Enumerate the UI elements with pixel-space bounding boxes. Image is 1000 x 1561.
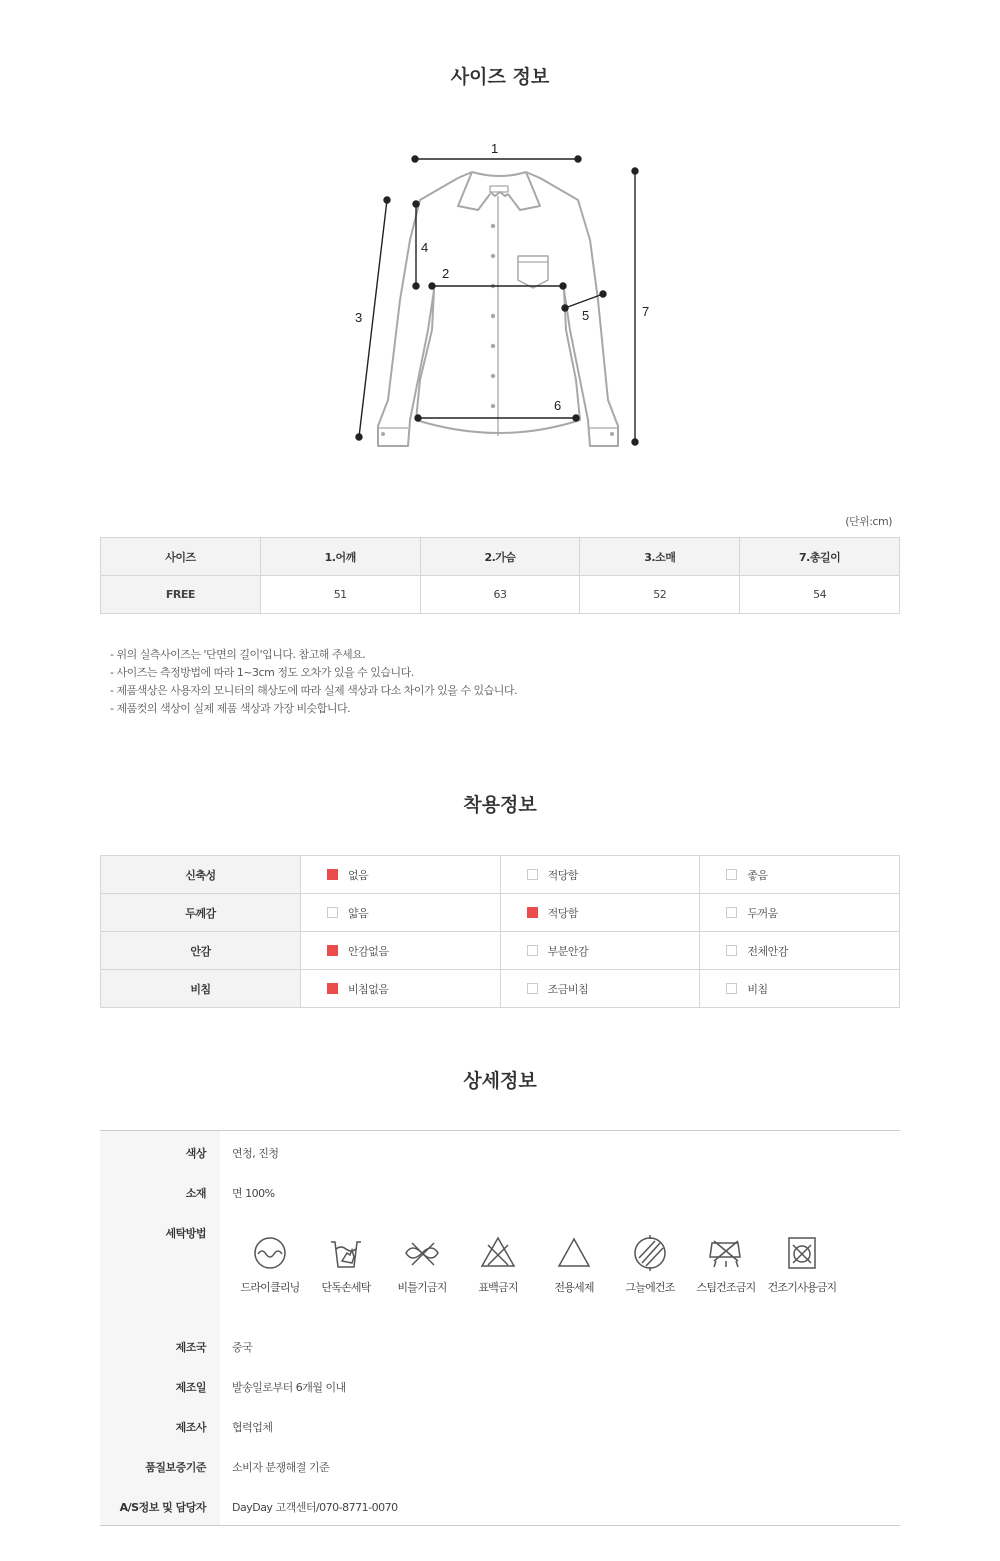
measure-label-6: 6: [554, 398, 562, 413]
detail-label: 색상: [100, 1131, 220, 1171]
washing-item: [688, 1233, 764, 1295]
header-cell: 3.소매: [580, 538, 740, 576]
size-notes: [110, 646, 517, 718]
detail-value: 소비자 분쟁해결 기준: [232, 1461, 330, 1474]
fit-option: [500, 894, 700, 932]
detail-row-as: [100, 1485, 900, 1525]
washing-item: [764, 1233, 840, 1295]
unchecked-box-icon: [527, 945, 538, 956]
table-row: [101, 576, 900, 614]
washing-item-label: 표백금지: [478, 1281, 518, 1294]
note-item: - 제품색상은 사용자의 모니터의 해상도에 따라 실제 색상과 다소 차이가 있을 수 있습니다.: [110, 684, 517, 697]
value-cell: 51: [260, 576, 420, 614]
checked-box-icon: [327, 983, 338, 994]
detail-row-washing: [100, 1211, 900, 1325]
unchecked-box-icon: [527, 869, 538, 880]
measure-label-2: 2: [442, 266, 450, 281]
unchecked-box-icon: [726, 869, 737, 880]
washing-item: [536, 1233, 612, 1295]
note-item: - 사이즈는 측정방법에 따라 1~3cm 정도 오차가 있을 수 있습니다.: [110, 666, 414, 679]
fit-option-label: 안감없음: [348, 944, 389, 958]
detail-value: 중국: [232, 1341, 253, 1354]
unchecked-box-icon: [726, 945, 737, 956]
washing-item-label: 비틀기금지: [397, 1281, 447, 1294]
detail-label: 소재: [100, 1171, 220, 1211]
fit-option-label: 좋음: [747, 868, 768, 882]
header-cell: 1.어깨: [260, 538, 420, 576]
no-tumble-dry-icon: [782, 1233, 822, 1273]
detail-row-quality: [100, 1445, 900, 1485]
measure-label-5: 5: [582, 308, 590, 323]
measure-label-3: 3: [355, 310, 363, 325]
fit-row: [101, 856, 900, 894]
detail-info-title: 상세정보: [463, 1070, 537, 1092]
detail-value: 발송일로부터 6개월 이내: [232, 1381, 346, 1394]
fit-option: [500, 970, 700, 1008]
detail-row-color: [100, 1131, 900, 1171]
header-cell: 7.총길이: [740, 538, 900, 576]
washing-item-label: 건조기사용금지: [767, 1281, 837, 1294]
unchecked-box-icon: [327, 907, 338, 918]
washing-item: [232, 1233, 308, 1295]
washing-item-label: 단독손세탁: [321, 1281, 371, 1294]
fit-option-label: 조금비침: [547, 982, 589, 996]
detail-label: 세탁방법: [100, 1211, 220, 1325]
fit-option-label: 얇음: [348, 906, 369, 920]
unit-label: (단위:cm): [845, 515, 892, 528]
fit-option: [301, 932, 501, 970]
detail-label: A/S정보 및 담당자: [100, 1485, 220, 1525]
detail-value: 연청, 진청: [232, 1147, 279, 1160]
neutral-detergent-icon: [554, 1233, 594, 1273]
fit-option: [700, 970, 900, 1008]
fit-option: [301, 970, 501, 1008]
fit-row: [101, 970, 900, 1008]
size-table: [100, 537, 900, 614]
no-steam-icon: [706, 1233, 746, 1273]
hand-wash-icon: [326, 1233, 366, 1273]
detail-info-table: [100, 1130, 900, 1526]
measure-label-1: 1: [491, 141, 499, 156]
detail-label: 제조일: [100, 1365, 220, 1405]
note-item: - 위의 실측사이즈는 '단면의 길이'입니다. 참고해 주세요.: [110, 648, 366, 661]
detail-row-origin: [100, 1325, 900, 1365]
measure-label-4: 4: [421, 240, 429, 255]
fit-option-label: 전체안감: [747, 944, 788, 958]
washing-item: [612, 1233, 688, 1295]
washing-method-list: [220, 1211, 840, 1325]
fit-option-label: 비침없음: [348, 982, 389, 996]
value-cell: 52: [580, 576, 740, 614]
fit-option: [700, 856, 900, 894]
value-cell: 63: [420, 576, 580, 614]
no-bleach-icon: [478, 1233, 518, 1273]
size-info-title: 사이즈 정보: [450, 66, 550, 88]
fit-row-label: 신축성: [101, 856, 301, 894]
shirt-size-diagram: [340, 130, 660, 460]
header-cell: 2.가슴: [420, 538, 580, 576]
checked-box-icon: [527, 907, 538, 918]
no-wring-icon: [402, 1233, 442, 1273]
detail-value: 협력업체: [232, 1421, 273, 1434]
washing-item: [460, 1233, 536, 1295]
fit-option-label: 없음: [348, 868, 369, 882]
fit-option: [301, 894, 501, 932]
measure-label-7: 7: [642, 304, 650, 319]
detail-row-date: [100, 1365, 900, 1405]
detail-row-material: [100, 1171, 900, 1211]
fit-option-label: 적당함: [547, 868, 579, 882]
fit-row-label: 비침: [101, 970, 301, 1008]
fit-option: [301, 856, 501, 894]
detail-label: 제조사: [100, 1405, 220, 1445]
value-cell: 54: [740, 576, 900, 614]
fit-option-label: 부분안감: [547, 944, 589, 958]
unchecked-box-icon: [726, 907, 737, 918]
washing-item-label: 스팀건조금지: [696, 1281, 756, 1294]
fit-row-label: 안감: [101, 932, 301, 970]
fit-info-title: 착용정보: [463, 794, 537, 816]
fit-option: [500, 856, 700, 894]
fit-option-label: 적당함: [547, 906, 579, 920]
size-table-header: [101, 538, 900, 576]
detail-label: 품질보증기준: [100, 1445, 220, 1485]
unchecked-box-icon: [527, 983, 538, 994]
washing-item-label: 드라이클리닝: [240, 1281, 300, 1294]
checked-box-icon: [327, 945, 338, 956]
note-item: - 제품컷의 색상이 실제 제품 색상과 가장 비슷합니다.: [110, 702, 351, 715]
fit-row-label: 두께감: [101, 894, 301, 932]
fit-row: [101, 932, 900, 970]
fit-table: [100, 855, 900, 1008]
detail-value: DayDay 고객센터/070-8771-0070: [232, 1501, 398, 1514]
header-cell: 사이즈: [101, 538, 261, 576]
size-name-cell: FREE: [101, 576, 261, 614]
dry-clean-icon: [250, 1233, 290, 1273]
fit-option-label: 비침: [747, 982, 768, 996]
detail-value: 면 100%: [232, 1187, 275, 1200]
measure-lines: [356, 156, 638, 445]
fit-option: [500, 932, 700, 970]
washing-item: [384, 1233, 460, 1295]
washing-item: [308, 1233, 384, 1295]
fit-option-label: 두꺼움: [747, 906, 778, 920]
detail-label: 제조국: [100, 1325, 220, 1365]
fit-option: [700, 894, 900, 932]
washing-item-label: 그늘에건조: [625, 1281, 675, 1294]
checked-box-icon: [327, 869, 338, 880]
detail-row-maker: [100, 1405, 900, 1445]
fit-option: [700, 932, 900, 970]
washing-item-label: 전용세제: [554, 1281, 594, 1294]
shade-dry-icon: [630, 1233, 670, 1273]
fit-row: [101, 894, 900, 932]
unchecked-box-icon: [726, 983, 737, 994]
